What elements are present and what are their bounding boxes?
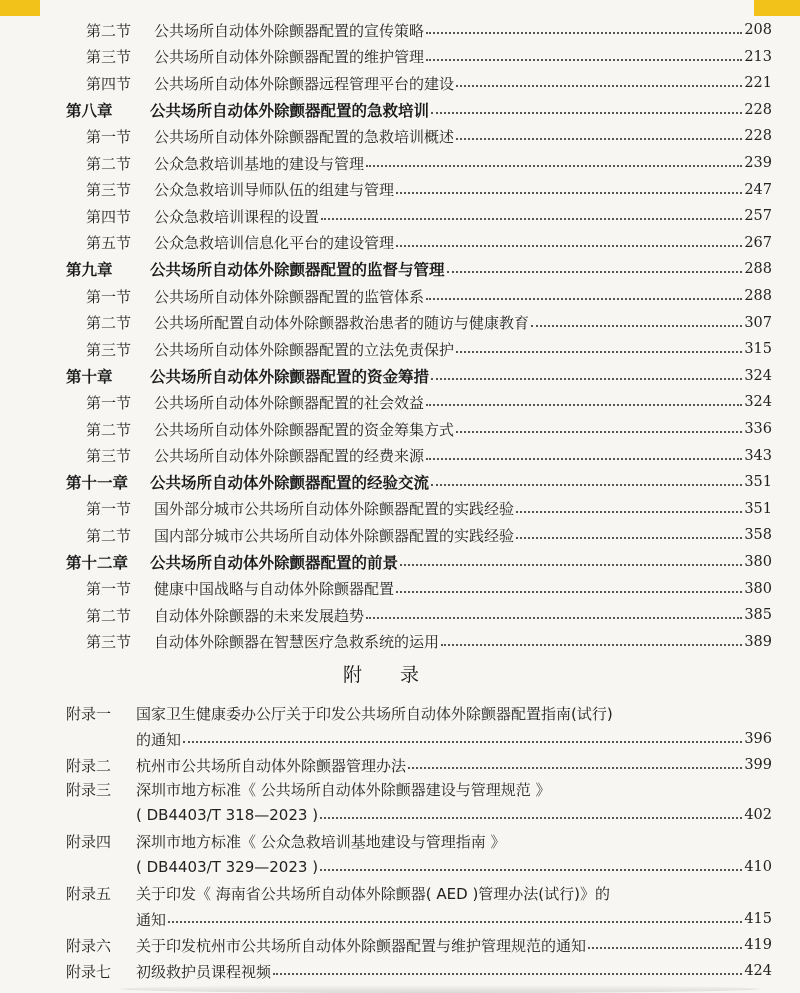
leader-dots (396, 577, 742, 593)
leader-dots (426, 284, 742, 300)
toc-number: 第四节 (86, 207, 132, 226)
leader-dots (431, 364, 742, 380)
leader-dots (426, 18, 742, 34)
leader-dots (320, 855, 742, 871)
toc-section-row (0, 203, 800, 229)
leader-dots (273, 959, 742, 975)
toc-title: 公众急救培训基地的建设与管理 (154, 154, 365, 173)
toc-page-number: 351 (744, 500, 772, 517)
leader-dots (168, 907, 742, 923)
toc-number: 第八章 (66, 101, 113, 120)
leader-dots (426, 390, 742, 406)
appendix-heading: 附录 (342, 664, 457, 686)
toc-section-row (0, 389, 800, 415)
toc-page-number: 228 (744, 128, 772, 145)
toc-title: 公共场所自动体外除颤器配置的资金筹措 (150, 367, 430, 386)
toc-title: 公共场所自动体外除颤器配置的经验交流 (150, 474, 430, 493)
toc-title: 健康中国战略与自动体外除颤器配置 (154, 580, 395, 599)
appendix-page-number: 402 (744, 807, 772, 823)
appendix-title-last-line (0, 932, 800, 958)
leader-dots (366, 151, 742, 167)
toc-page-number: 213 (744, 48, 772, 65)
toc-title: 公共场所自动体外除颤器配置的资金筹集方式 (154, 420, 455, 439)
leader-dots (321, 204, 742, 220)
toc-number: 第三节 (86, 340, 132, 359)
toc-number: 第一节 (86, 127, 132, 146)
toc-number: 第九章 (66, 261, 113, 280)
leader-dots (441, 630, 742, 646)
toc-number: 第十二章 (66, 554, 129, 572)
page-edge-shadow (120, 985, 760, 993)
leader-dots (516, 497, 742, 513)
toc-title: 自动体外除颤器在智慧医疗急救系统的运用 (154, 633, 440, 652)
leader-dots (320, 803, 742, 819)
toc-section-row (0, 522, 800, 548)
toc-title: 公共场所自动体外除颤器配置的经费来源 (154, 447, 425, 466)
toc-number: 第三节 (86, 633, 132, 652)
toc-section-row (0, 443, 800, 469)
toc-number: 第三节 (86, 447, 132, 466)
toc-page-number: 324 (744, 394, 772, 411)
leader-dots (456, 337, 742, 353)
appendix-number: 附录二 (66, 756, 112, 775)
appendix-page-number: 399 (744, 757, 772, 773)
appendix-page-number: 410 (744, 859, 772, 875)
toc-page-number: 380 (744, 554, 772, 570)
appendix-title: 深圳市地方标准《 公共场所自动体外除颤器建设与管理规范 》 (136, 780, 551, 799)
leader-dots (431, 98, 742, 114)
leader-dots (431, 470, 742, 486)
leader-dots (400, 550, 742, 566)
leader-dots (456, 124, 742, 140)
appendix-page-number: 419 (744, 937, 772, 953)
leader-dots (588, 933, 742, 949)
toc-section-row (0, 230, 800, 256)
toc-section-row (0, 576, 800, 602)
toc-title: 公共场所自动体外除颤器配置的宣传策略 (154, 21, 425, 40)
leader-dots (396, 231, 742, 247)
toc-page-number: 247 (744, 181, 772, 198)
appendix-number: 附录三 (66, 780, 112, 799)
toc-page-number: 307 (744, 314, 772, 331)
appendix-title-line1 (0, 880, 800, 906)
appendix-title-end: 杭州市公共场所自动体外除颤器管理办法 (136, 756, 407, 775)
toc-page-number: 358 (744, 527, 772, 544)
toc-number: 第一节 (86, 287, 132, 306)
appendix-title-last-line (0, 958, 800, 984)
toc-section-row (0, 336, 800, 362)
leader-dots (516, 523, 742, 539)
toc-title: 公共场所自动体外除颤器配置的监管体系 (154, 287, 425, 306)
toc-section-row (0, 17, 800, 43)
leader-dots (456, 417, 742, 433)
toc-page-number: 351 (744, 474, 772, 491)
appendix-number: 附录一 (66, 704, 112, 723)
leader-dots (366, 603, 742, 619)
appendix-number: 附录五 (66, 884, 112, 903)
appendix-title-end: ( DB4403/T 318—2023 ) (136, 806, 319, 824)
toc-section-row (0, 70, 800, 96)
appendix-number: 附录六 (66, 936, 112, 955)
leader-dots (408, 753, 742, 769)
yellow-tab-left (0, 0, 40, 16)
toc-title: 公众急救培训导师队伍的组建与管理 (154, 181, 395, 200)
toc-page-number: 288 (744, 288, 772, 304)
toc-title: 自动体外除颤器的未来发展趋势 (154, 606, 365, 625)
appendix-title-last-line (0, 854, 800, 880)
leader-dots (396, 178, 742, 194)
appendix-title-end: 的通知 (136, 730, 182, 749)
toc-page-number: 239 (744, 155, 772, 171)
appendix-title-end: ( DB4403/T 329—2023 ) (136, 858, 319, 876)
leader-dots (447, 257, 743, 273)
toc-page-number: 343 (744, 447, 772, 464)
toc-title: 公共场所自动体外除颤器配置的急救培训 (150, 101, 430, 120)
toc-title: 公共场所配置自动体外除颤器救治患者的随访与健康教育 (154, 314, 530, 333)
appendix-title-line1 (0, 776, 800, 802)
toc-page-number: 228 (744, 101, 772, 118)
toc-section-row (0, 177, 800, 203)
appendix-title: 关于印发《 海南省公共场所自动体外除颤器( AED )管理办法(试行)》的 (136, 884, 611, 903)
toc-number: 第一节 (86, 580, 132, 599)
appendix-page-number: 415 (744, 911, 772, 927)
toc-page-number: 315 (744, 341, 772, 358)
appendix-title-end: 初级救护员课程视频 (136, 962, 272, 981)
toc-number: 第一节 (86, 500, 132, 519)
toc-number: 第二节 (86, 420, 132, 439)
toc-chapter-row (0, 363, 800, 389)
toc-number: 第二节 (86, 21, 132, 40)
toc-section-row (0, 602, 800, 628)
appendix-title-last-line (0, 726, 800, 752)
toc-title: 公众急救培训课程的设置 (154, 207, 320, 226)
toc-page-number: 324 (744, 367, 772, 384)
toc-title: 公共场所自动体外除颤器配置的监督与管理 (150, 261, 445, 280)
toc-page-number: 221 (744, 75, 772, 92)
toc-number: 第一节 (86, 393, 132, 412)
toc-section-row (0, 150, 800, 176)
toc-page-number: 267 (744, 234, 772, 251)
leader-dots (426, 444, 742, 460)
appendix-title-end: 通知 (136, 910, 167, 929)
appendix-title-end: 关于印发杭州市公共场所自动体外除颤器配置与维护管理规范的通知 (136, 936, 587, 955)
toc-page-number: 288 (744, 261, 772, 278)
toc-title: 公众急救培训信息化平台的建设管理 (154, 234, 395, 253)
appendix-page-number: 424 (744, 963, 772, 979)
leader-dots (456, 71, 742, 87)
toc-page-number: 336 (744, 421, 772, 437)
yellow-tab-right (754, 0, 800, 16)
toc-title: 公共场所自动体外除颤器配置的立法免责保护 (154, 340, 455, 359)
toc-page-number: 208 (744, 22, 772, 38)
appendix-title-last-line (0, 802, 800, 828)
toc-page-number: 385 (744, 607, 772, 624)
toc-title: 公共场所自动体外除颤器配置的急救培训概述 (154, 127, 455, 146)
toc-section-row (0, 310, 800, 336)
toc-page-number: 380 (744, 580, 772, 597)
toc-chapter-row (0, 256, 800, 282)
toc-number: 第三节 (86, 48, 132, 67)
toc-title: 公共场所自动体外除颤器配置的社会效益 (154, 393, 425, 412)
toc-page-number: 257 (744, 208, 772, 225)
toc-section-row (0, 416, 800, 442)
toc-section-row (0, 496, 800, 522)
appendix-title: 国家卫生健康委办公厅关于印发公共场所自动体外除颤器配置指南(试行) (136, 704, 613, 723)
toc-number: 第五节 (86, 234, 132, 253)
toc-number: 第十一章 (66, 474, 129, 493)
toc-section-row (0, 283, 800, 309)
toc-number: 第二节 (86, 314, 132, 333)
appendix-title-line1 (0, 828, 800, 854)
toc-title: 国外部分城市公共场所自动体外除颤器配置的实践经验 (154, 500, 515, 519)
toc-page-number: 389 (744, 633, 772, 650)
toc-title: 公共场所自动体外除颤器配置的前景 (150, 554, 399, 572)
toc-section-row (0, 44, 800, 70)
toc-chapter-row (0, 549, 800, 575)
appendix-title-last-line (0, 752, 800, 778)
leader-dots (531, 311, 742, 327)
toc-number: 第三节 (86, 181, 132, 200)
appendix-title: 深圳市地方标准《 公众急救培训基地建设与管理指南 》 (136, 832, 506, 851)
toc-chapter-row (0, 469, 800, 495)
toc-title: 公共场所自动体外除颤器配置的维护管理 (154, 48, 425, 67)
toc-title: 国内部分城市公共场所自动体外除颤器配置的实践经验 (154, 526, 515, 545)
appendix-title-line1 (0, 700, 800, 726)
appendix-number: 附录七 (66, 962, 112, 981)
toc-title: 公共场所自动体外除颤器远程管理平台的建设 (154, 74, 455, 93)
toc-number: 第二节 (86, 526, 132, 545)
toc-chapter-row (0, 97, 800, 123)
toc-section-row (0, 123, 800, 149)
toc-number: 第二节 (86, 154, 132, 173)
leader-dots (426, 45, 742, 61)
toc-number: 第二节 (86, 606, 132, 625)
toc-number: 第十章 (66, 367, 113, 386)
leader-dots (183, 727, 742, 743)
toc-section-row (0, 629, 800, 655)
toc-number: 第四节 (86, 74, 132, 93)
appendix-title-last-line (0, 906, 800, 932)
appendix-page-number: 396 (744, 731, 772, 747)
appendix-number: 附录四 (66, 832, 112, 851)
